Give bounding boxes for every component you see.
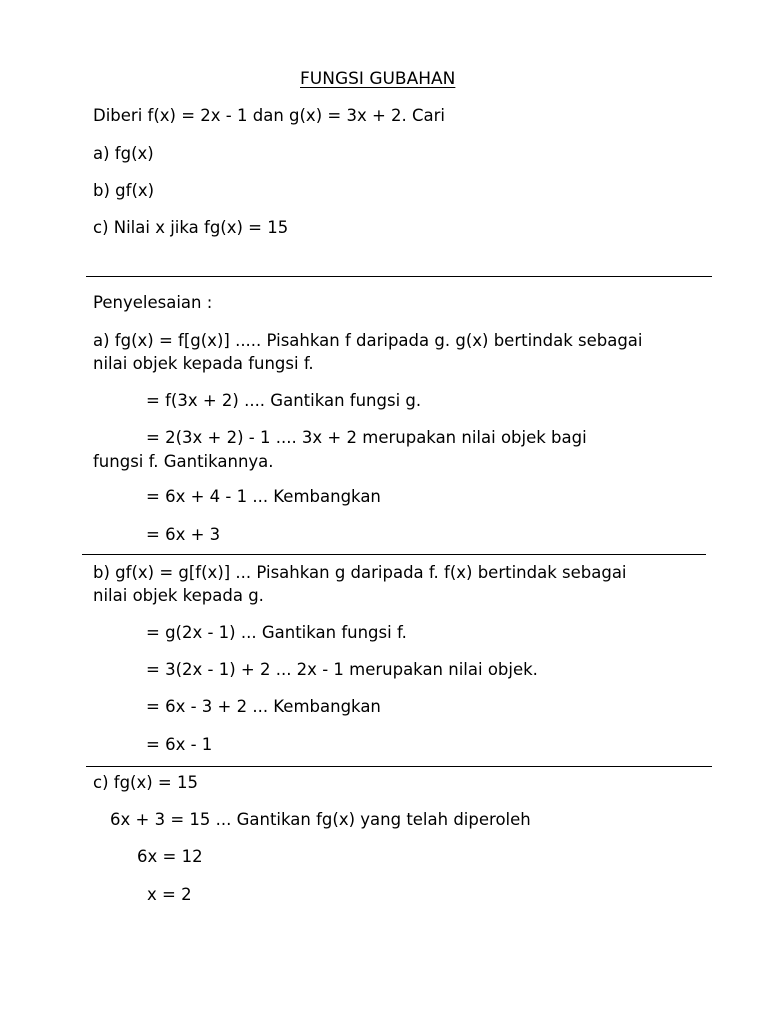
solution-a-step3: = 6x + 4 - 1 ... Kembangkan	[146, 487, 381, 506]
solution-a-step4: = 6x + 3	[146, 525, 221, 544]
solution-c-step3: x = 2	[147, 885, 192, 904]
solution-b-step1: = g(2x - 1) ... Gantikan fungsi f.	[146, 623, 407, 642]
solution-a-intro-line2: nilai objek kepada fungsi f.	[93, 354, 314, 373]
question-part-c: c) Nilai x jika fg(x) = 15	[93, 218, 289, 237]
section-divider-a-b	[82, 554, 706, 555]
page-title: FUNGSI GUBAHAN	[300, 69, 456, 89]
solution-c-step1: 6x + 3 = 15 ... Gantikan fg(x) yang telah diperoleh	[110, 810, 531, 829]
solution-b-intro-line1: b) gf(x) = g[f(x)] ... Pisahkan g daripada f. f(x) bertindak sebagai	[93, 563, 627, 582]
solution-a-intro-line1: a) fg(x) = f[g(x)] ..... Pisahkan f daripada g. g(x) bertindak sebagai	[93, 331, 643, 350]
solution-b-step4: = 6x - 1	[146, 735, 213, 754]
solution-a-step2-line1: = 2(3x + 2) - 1 .... 3x + 2 merupakan nilai objek bagi	[146, 428, 587, 447]
section-divider-top	[86, 276, 712, 277]
solution-b-step2: = 3(2x - 1) + 2 ... 2x - 1 merupakan nilai objek.	[146, 660, 538, 679]
solution-a-step1: = f(3x + 2) .... Gantikan fungsi g.	[146, 391, 422, 410]
section-divider-b-c	[86, 766, 712, 767]
solution-c-intro: c) fg(x) = 15	[93, 773, 198, 792]
solution-b-step3: = 6x - 3 + 2 ... Kembangkan	[146, 697, 381, 716]
solution-a-step2-line2: fungsi f. Gantikannya.	[93, 452, 274, 471]
question-part-a: a) fg(x)	[93, 144, 154, 163]
question-given: Diberi f(x) = 2x - 1 dan g(x) = 3x + 2. Cari	[93, 106, 446, 125]
solution-c-step2: 6x = 12	[137, 847, 203, 866]
question-part-b: b) gf(x)	[93, 181, 155, 200]
solution-heading: Penyelesaian :	[93, 293, 213, 312]
solution-b-intro-line2: nilai objek kepada g.	[93, 586, 264, 605]
